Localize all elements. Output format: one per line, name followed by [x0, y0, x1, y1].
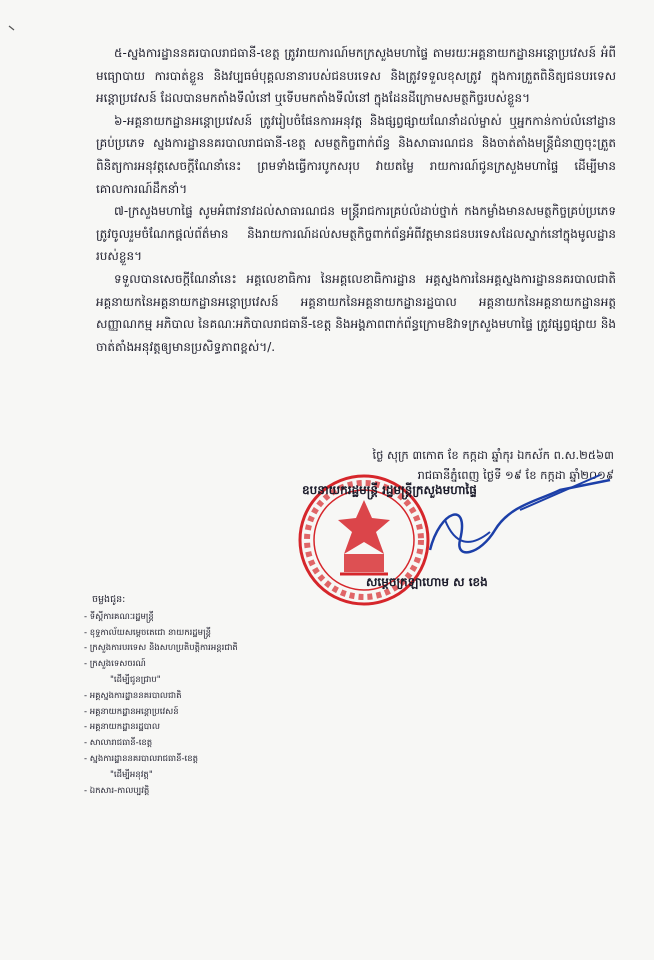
recipient-item: - ទីស្តីការគណៈរដ្ឋមន្ត្រី	[84, 611, 154, 622]
paragraph-6: ៦-អគ្គនាយកដ្ឋានអន្តោប្រវេសន៍ ត្រូវរៀបចំផែនការអនុវត្ត និងផ្សព្វផ្សាយណែនាំដល់ម្ចាស់ ឬអ្នកកាន់កាប់លំនៅដ្ឋានគ្រប់ប្រភេទ ស្នងការដ្ឋាននគរបាលរាជធានី-ខេត្ត សមត្ថកិច្ចពាក់ព័ន្ធ និងសាធារណជន និងចាត់តាំងមន្ត្រីជំនាញចុះត្រួតពិនិត្យការអនុវត្តសេចក្តីណែនាំនេះ ព្រមទាំងធ្វើការបូកសរុប វាយតម្លៃ រាយការណ៍ជូនក្រសួងមហាផ្ទៃ ដើម្បីមានគោលការណ៍ដឹកនាំ។	[96, 113, 616, 196]
recipient-item: - អគ្គនាយកដ្ឋានរដ្ឋបាល	[84, 722, 160, 733]
recipients-heading: ចម្លងជូន:	[92, 594, 126, 605]
copy-recipients	[84, 592, 304, 799]
recipient-item: - ក្រសួងការបរទេស និងសហប្រតិបត្តិការអន្តរជាតិ	[84, 643, 238, 654]
recipient-item: - ស្នងការដ្ឋាននគរបាលរាជធានី-ខេត្ត	[84, 753, 199, 764]
corner-ink-mark	[8, 24, 16, 32]
recipient-item: "ដើម្បីអនុវត្ត"	[110, 769, 153, 780]
paragraph-closing: ទទួលបានសេចក្តីណែនាំនេះ អគ្គលេខាធិការ នៃអគ្គលេខាធិការដ្ឋាន អគ្គស្នងការនៃអគ្គស្នងការដ្ឋាននគរបាលជាតិ អគ្គនាយកនៃអគ្គនាយកដ្ឋានអន្តោប្រវេសន៍ អគ្គនាយកនៃអគ្គនាយកដ្ឋានរដ្ឋបាល អគ្គនាយកនៃអគ្គនាយកដ្ឋានអត្តសញ្ញាណកម្ម អភិបាល នៃគណៈអភិបាលរាជធានី-ខេត្ត និងអង្គភាពពាក់ព័ន្ធក្រោមឱវាទក្រសួងមហាផ្ទៃ ត្រូវផ្សព្វផ្សាយ និងចាត់តាំងអនុវត្តឲ្យមានប្រសិទ្ធភាពខ្ពស់។/.	[96, 271, 616, 354]
recipient-item: - ខុទ្ទកាល័យសម្តេចតេជោ នាយករដ្ឋមន្ត្រី	[84, 627, 212, 638]
recipient-item: - ឯកសារ-កាលប្បវត្តិ	[84, 785, 150, 796]
recipient-list	[84, 610, 304, 800]
signer-title: ឧបនាយករដ្ឋមន្ត្រី រដ្ឋមន្ត្រីក្រសួងមហាផ្ទៃ	[302, 483, 477, 497]
date-lunar: ថ្ងៃ សុក្រ ៣កោត ខែ កក្កដា ឆ្នាំកុរ ឯកស័ក ព.ស.២៥៦៣	[372, 448, 614, 462]
recipient-item: - អគ្គស្នងការដ្ឋាននគរបាលជាតិ	[84, 690, 182, 701]
recipient-item: "ដើម្បីជូនជ្រាប"	[110, 674, 161, 685]
recipient-item: - ក្រសួងទេសចរណ៍	[84, 659, 146, 670]
recipient-item: - អគ្គនាយកដ្ឋានអន្តោប្រវេសន៍	[84, 706, 179, 717]
recipient-item: - សាលារាជធានី-ខេត្ត	[84, 738, 153, 749]
paragraph-7: ៧-ក្រសួងមហាផ្ទៃ សូមអំពាវនាវដល់សាធារណជន មន្ត្រីរាជការគ្រប់លំដាប់ថ្នាក់ កងកម្លាំងមានសមត្ថកិច្ចគ្រប់ប្រភេទ ត្រូវចូលរួមចំណែកផ្តល់ព័ត៌មាន និងរាយការណ៍ដល់សមត្ថកិច្ចពាក់ព័ន្ធអំពីវត្តមានជនបរទេសដែលស្នាក់នៅក្នុងមូលដ្ឋានរបស់ខ្លួន។	[96, 204, 616, 264]
paragraph-5: ៥-ស្នងការដ្ឋាននគរបាលរាជធានី-ខេត្ត ត្រូវរាយការណ៍មកក្រសួងមហាផ្ទៃ តាមរយៈអគ្គនាយកដ្ឋានអន្តោប្រវេសន៍ អំពីមធ្យោបាយ ការបាត់ខ្លួន និងវប្បធម៌បុគ្គលនានារបស់ជនបរទេស និងត្រូវទទួលខុសត្រូវ ក្នុងការត្រួតពិនិត្យជនបរទេសអន្តោប្រវេសន៍ ដែលបានមកតាំងទីលំនៅ ឬទើបមកតាំងទីលំនៅ ក្នុងដែនដីក្រោមសមត្ថកិច្ចរបស់ខ្លួន។	[96, 46, 616, 106]
letter-body	[96, 42, 616, 358]
signer-name: សម្តេចក្រឡាហោម ស ខេង	[366, 575, 488, 589]
date-solar: រាជធានីភ្នំពេញ ថ្ងៃទី ១៩ ខែ កក្កដា ឆ្នាំ២០១៩	[417, 468, 614, 482]
